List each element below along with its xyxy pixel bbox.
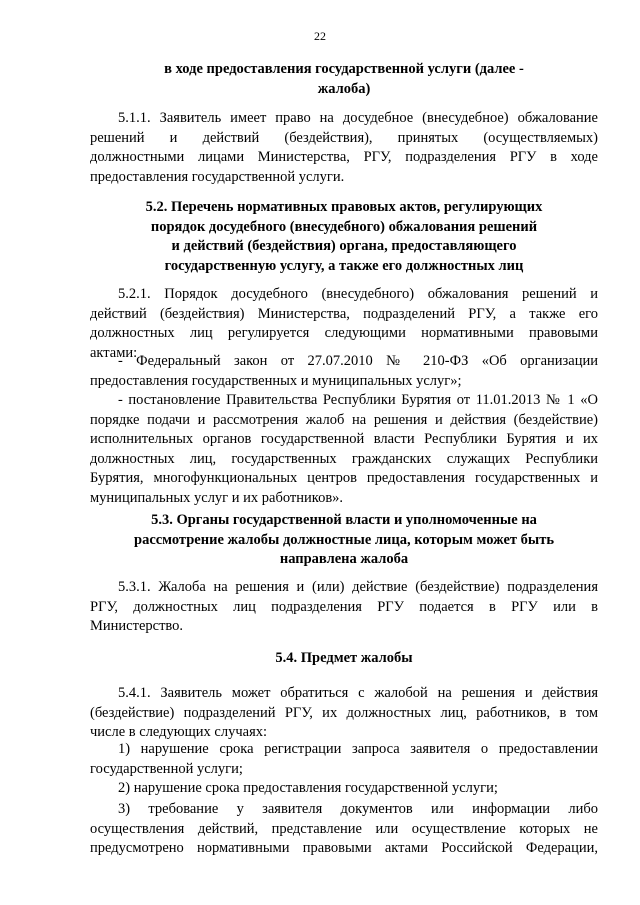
text-line: актами: bbox=[90, 344, 138, 361]
text-line: Бурятия, многофункциональных центров предоставления государственных и bbox=[90, 470, 598, 486]
text-line: осуществления действий, представление или осуществление которых не bbox=[90, 820, 598, 837]
heading-line: порядок досудебного (внесудебного) обжалования решений bbox=[150, 218, 538, 235]
page-number: 22 bbox=[314, 29, 326, 43]
list-item-2 bbox=[90, 779, 598, 799]
text-line: РГУ, должностных лиц подразделения РГУ подается в РГУ или в bbox=[90, 598, 598, 615]
text-line: 1) нарушение срока регистрации запроса заявителя о предоставлении bbox=[118, 741, 598, 757]
heading-line: в ходе предоставления государственной услуги (далее - bbox=[164, 61, 524, 77]
paragraph-5-1-1 bbox=[90, 109, 598, 187]
text-line: действий (бездействия) Министерства, подразделений РГУ, а также его bbox=[90, 305, 598, 322]
text-line: должностными лицами Министерства, РГУ, подразделения РГУ в ходе bbox=[90, 149, 598, 165]
paragraph-government-decree bbox=[90, 391, 598, 508]
text-line: 5.1.1. Заявитель имеет право на досудебное (внесудебное) обжалование bbox=[118, 110, 598, 126]
text-line: порядке подачи и рассмотрения жалоб на решения и действия (бездействие) bbox=[90, 411, 598, 428]
text-line: предоставления государственной услуги. bbox=[90, 168, 345, 185]
text-line: должностных лиц регулируется следующими нормативными правовыми bbox=[90, 325, 598, 341]
heading-line: и действий (бездействия) органа, предоставляющего bbox=[171, 238, 517, 254]
heading-complaint-continued bbox=[90, 60, 598, 99]
text-line: 2) нарушение срока предоставления государственной услуги; bbox=[118, 780, 498, 796]
text-line: 5.4.1. Заявитель может обратиться с жалобой на решения и действия bbox=[118, 685, 598, 701]
heading-line: жалоба) bbox=[317, 80, 371, 97]
text-line: предусмотрено нормативными правовыми актами Российской Федерации, bbox=[90, 840, 598, 856]
text-line: - Федеральный закон от 27.07.2010 № 210-ФЗ «Об организации bbox=[118, 353, 598, 369]
text-line: муниципальных услуг и их работников». bbox=[90, 489, 344, 506]
heading-line: 5.2. Перечень нормативных правовых актов, регулирующих bbox=[145, 199, 543, 215]
paragraph-federal-law bbox=[90, 352, 598, 391]
text-line: решений и действий (бездействия), принятых (осуществляемых) bbox=[90, 129, 598, 146]
text-line: - постановление Правительства Республики Бурятия от 11.01.2013 № 1 «О bbox=[118, 392, 598, 408]
heading-line: 5.3. Органы государственной власти и уполномоченные на bbox=[151, 512, 537, 528]
text-line: должностных лиц, государственных гражданских служащих Республики bbox=[90, 450, 598, 467]
text-line: предоставления государственных и муниципальных услуг»; bbox=[90, 372, 462, 389]
text-line: 5.2.1. Порядок досудебного (внесудебного) обжалования решений и bbox=[118, 286, 598, 302]
paragraph-5-3-1 bbox=[90, 578, 598, 637]
heading-5-4 bbox=[90, 649, 598, 669]
text-line: (бездействие) подразделений РГУ, их должностных лиц, работников, в том bbox=[90, 704, 598, 721]
heading-5-3 bbox=[90, 511, 598, 570]
heading-line: направлена жалоба bbox=[279, 551, 409, 567]
paragraph-5-4-1 bbox=[90, 684, 598, 743]
text-line: исполнительных органов государственной власти Республики Бурятия и их bbox=[90, 431, 598, 447]
text-line: 3) требование у заявителя документов или информации либо bbox=[118, 801, 598, 817]
list-item-1 bbox=[90, 740, 598, 779]
heading-line: 5.4. Предмет жалобы bbox=[275, 650, 413, 666]
heading-line: государственную услугу, а также его должностных лиц bbox=[164, 257, 524, 274]
text-line: числе в следующих случаях: bbox=[90, 724, 268, 740]
text-line: 5.3.1. Жалоба на решения и (или) действие (бездействие) подразделения bbox=[118, 579, 598, 595]
heading-line: рассмотрение жалобы должностные лица, которым может быть bbox=[134, 531, 554, 548]
text-line: Министерство. bbox=[90, 618, 184, 634]
text-line: государственной услуги; bbox=[90, 760, 243, 777]
list-item-3 bbox=[90, 800, 598, 859]
heading-5-2 bbox=[90, 198, 598, 276]
